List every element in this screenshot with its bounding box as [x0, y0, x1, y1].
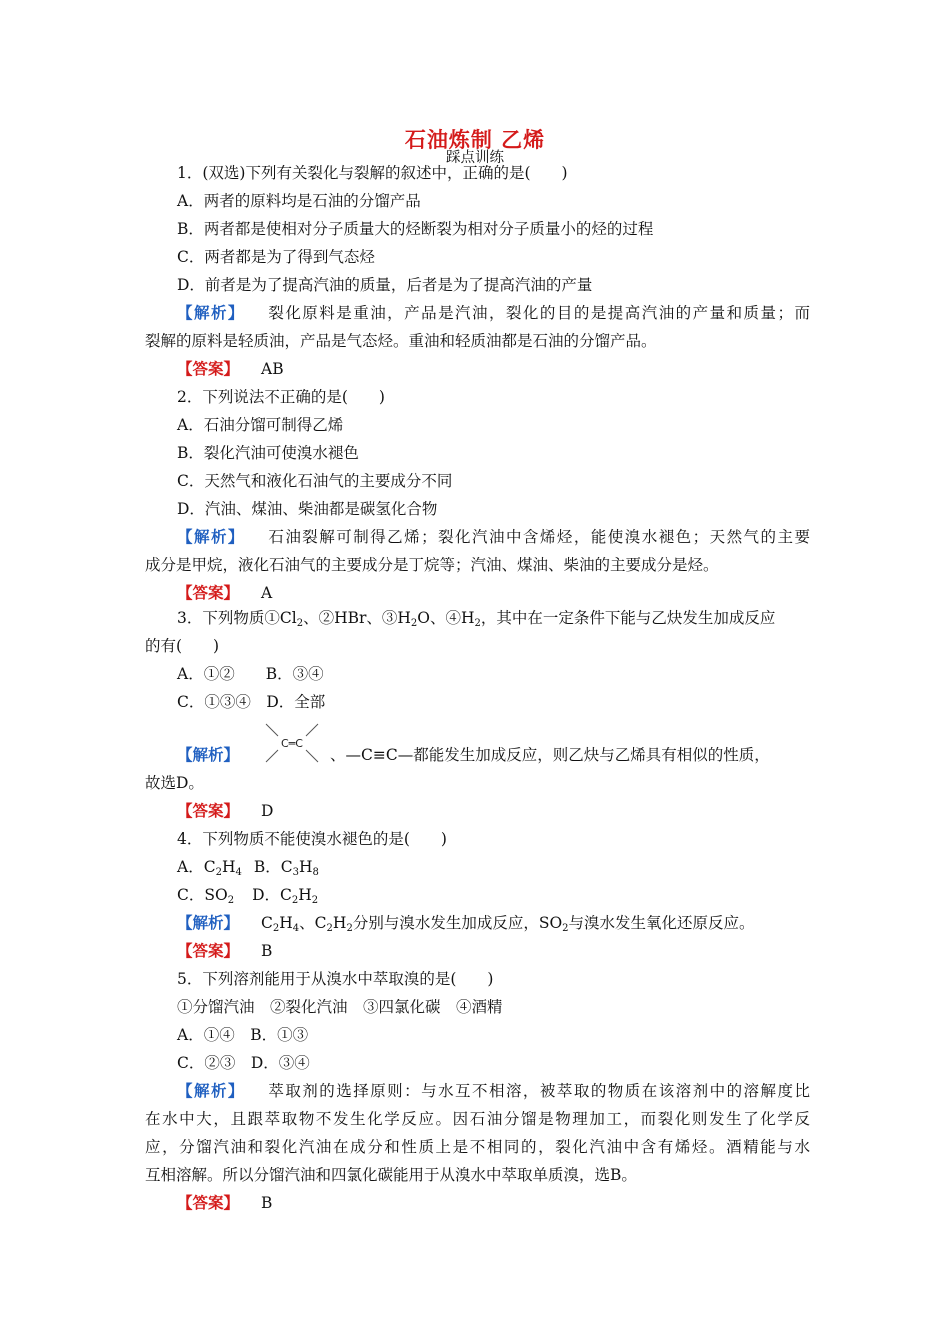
q3-options-line-2: C．①③④ D．全部	[177, 693, 326, 711]
q4-options-line-1: A．$C_2H_4$ B．$C_3H_8$	[177, 858, 319, 878]
q1-option-d: D．前者是为了提高汽油的质量，后者是为了提高汽油的产量	[177, 276, 593, 294]
q5-analysis-line-4: 互相溶解。所以分馏汽油和四氯化碳能用于从溴水中萃取单质溴，选B。	[145, 1166, 637, 1184]
q3-options-line-1: A．①② B．③④	[177, 665, 324, 683]
q3-stem-line-2: 的有( )	[145, 637, 220, 655]
q3-stem: 3．下列物质$①Cl_2$、②HBr、$③H_2O$、$④H_2$，其中在一定条件下能与乙炔发生加成反应	[177, 609, 776, 629]
q2-analysis-line-2: 成分是甲烷，液化石油气的主要成分是丁烷等；汽油、煤油、柴油的主要成分是烃。	[145, 556, 719, 574]
answer-tag: 【答案】	[177, 941, 240, 960]
q4-answer-line	[177, 941, 810, 961]
q5-analysis-line-2: 在水中大，且跟萃取物不发生化学反应。因石油分馏是物理加工，而裂化则发生了化学反	[145, 1110, 810, 1128]
q2-analysis-line	[177, 527, 810, 547]
ethylene-structure-label: C═C	[281, 737, 303, 750]
q2-stem: 2．下列说法不正确的是( )	[177, 388, 385, 406]
answer-tag: 【答案】	[177, 583, 240, 602]
q1-answer-line	[177, 359, 810, 379]
q1-stem: 1．(双选)下列有关裂化与裂解的叙述中，正确的是( )	[177, 164, 568, 182]
q1-analysis-line	[177, 303, 810, 323]
q5-stem: 5．下列溶剂能用于从溴水中萃取溴的是( )	[177, 970, 494, 988]
q3-analysis-line	[177, 745, 810, 765]
q2-option-c: C．天然气和液化石油气的主要成分不同	[177, 472, 453, 490]
q4-answer: B	[261, 942, 273, 960]
q4-analysis-line: 【解析】 $C_2H_4$、$C_2H_2$分别与溴水发生加成反应，$SO_2$与溴水发生氧化还原反应。	[177, 913, 755, 934]
q1-option-b: B．两者都是使相对分子质量大的烃断裂为相对分子质量小的烃的过程	[177, 220, 654, 238]
q1-analysis-line-2: 裂解的原料是轻质油，产品是气态烃。重油和轻质油都是石油的分馏产品。	[145, 332, 657, 350]
analysis-tag: 【解析】	[177, 1081, 245, 1100]
q2-option-d: D．汽油、煤油、柴油都是碳氢化合物	[177, 500, 438, 518]
q4-stem: 4．下列物质不能使溴水褪色的是( )	[177, 830, 447, 848]
answer-tag: 【答案】	[177, 1193, 240, 1212]
q3-answer: D	[261, 802, 274, 820]
q2-analysis-text: 石油裂解可制得乙烯；裂化汽油中含烯烃，能使溴水褪色；天然气的主要	[266, 528, 810, 546]
q1-analysis-text: 裂化原料是重油，产品是汽油，裂化的目的是提高汽油的产量和质量；而	[266, 304, 810, 322]
q5-items: ①分馏汽油 ②裂化汽油 ③四氯化碳 ④酒精	[177, 998, 503, 1016]
analysis-tag: 【解析】	[177, 303, 245, 322]
q3-analysis-line-2: 故选D。	[145, 774, 204, 792]
q1-option-a: A．两者的原料均是石油的分馏产品	[177, 192, 421, 210]
q5-answer: B	[261, 1194, 273, 1212]
q5-options-line-1: A．①④ B．①③	[177, 1026, 309, 1044]
q4-options-line-2: C．$SO_2$ D．$C_2H_2$	[177, 886, 319, 906]
answer-tag: 【答案】	[177, 801, 240, 820]
q2-option-b: B．裂化汽油可使溴水褪色	[177, 444, 359, 462]
answer-tag: 【答案】	[177, 359, 240, 378]
q2-answer: A	[261, 584, 273, 602]
q5-analysis-line	[177, 1081, 810, 1101]
q2-answer-line	[177, 583, 810, 603]
q5-analysis-text: 萃取剂的选择原则：与水互不相溶，被萃取的物质在该溶剂中的溶解度比	[266, 1082, 810, 1100]
q1-answer: AB	[261, 360, 284, 378]
analysis-tag: 【解析】	[177, 745, 240, 764]
q5-analysis-line-3: 应，分馏汽油和裂化汽油在成分和性质上是不相同的，裂化汽油中含有烯烃。酒精能与水	[145, 1138, 810, 1156]
q5-options-line-2: C．②③ D．③④	[177, 1054, 310, 1072]
q5-answer-line	[177, 1193, 810, 1213]
q3-answer-line	[177, 801, 810, 821]
q1-option-c: C．两者都是为了得到气态烃	[177, 248, 375, 266]
analysis-tag: 【解析】	[177, 913, 240, 932]
q2-option-a: A．石油分馏可制得乙烯	[177, 416, 344, 434]
q3-analysis-text: 、—C≡C—都能发生加成反应，则乙炔与乙烯具有相似的性质，	[330, 746, 770, 764]
page-title: 石油炼制 乙烯	[404, 127, 546, 152]
analysis-tag: 【解析】	[177, 527, 245, 546]
page-subtitle: 踩点训练	[446, 150, 504, 166]
